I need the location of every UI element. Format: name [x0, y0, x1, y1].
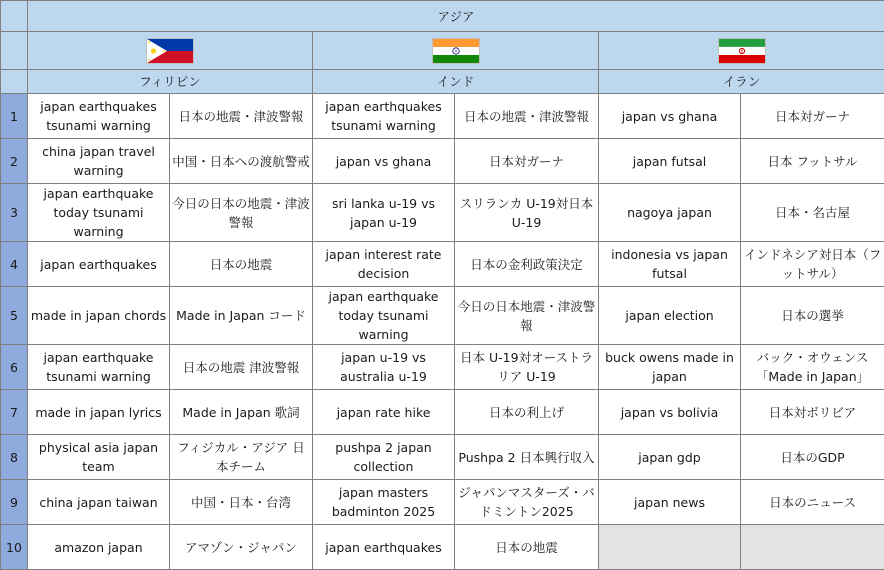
- keyword-english: japan earthquakes tsunami warning: [28, 94, 170, 139]
- keyword-japanese: 今日の日本の地震・津波警報: [170, 184, 313, 242]
- keyword-english: japan news: [599, 480, 741, 525]
- keyword-english: japan earthquake today tsunami warning: [28, 184, 170, 242]
- keyword-english: nagoya japan: [599, 184, 741, 242]
- keyword-japanese: 日本のニュース: [741, 480, 884, 525]
- keyword-japanese: インドネシア対日本（フットサル）: [741, 242, 884, 287]
- table-row: [1, 390, 884, 435]
- country-header: インド: [313, 70, 599, 94]
- table-row: [1, 94, 884, 139]
- table-row: [1, 184, 884, 242]
- corner-cell: [1, 1, 28, 32]
- keyword-english: indonesia vs japan futsal: [599, 242, 741, 287]
- keyword-japanese: 日本の地震・津波警報: [455, 94, 599, 139]
- keyword-japanese: アマゾン・ジャパン: [170, 525, 313, 570]
- keyword-english: china japan taiwan: [28, 480, 170, 525]
- keyword-english: japan election: [599, 287, 741, 345]
- flag-cell-iran: [599, 32, 884, 70]
- country-header: イラン: [599, 70, 884, 94]
- corner-cell: [1, 32, 28, 70]
- keyword-english: japan gdp: [599, 435, 741, 480]
- country-header: フィリピン: [28, 70, 313, 94]
- row-number: 5: [1, 287, 28, 345]
- row-number: 10: [1, 525, 28, 570]
- keyword-japanese: Made in Japan コード: [170, 287, 313, 345]
- keyword-japanese: Made in Japan 歌詞: [170, 390, 313, 435]
- keyword-english: japan masters badminton 2025: [313, 480, 455, 525]
- table-row: [1, 139, 884, 184]
- keyword-english: physical asia japan team: [28, 435, 170, 480]
- keyword-english: japan earthquakes tsunami warning: [313, 94, 455, 139]
- row-number: 8: [1, 435, 28, 480]
- keyword-japanese: 日本の利上げ: [455, 390, 599, 435]
- empty-cell: [599, 525, 741, 570]
- keyword-japanese: 日本の地震・津波警報: [170, 94, 313, 139]
- keyword-english: made in japan chords: [28, 287, 170, 345]
- keyword-japanese: 日本の地震 津波警報: [170, 345, 313, 390]
- row-number: 6: [1, 345, 28, 390]
- row-number: 1: [1, 94, 28, 139]
- keyword-english: japan rate hike: [313, 390, 455, 435]
- table-row: [1, 480, 884, 525]
- keyword-japanese: 日本対ボリビア: [741, 390, 884, 435]
- keyword-japanese: 日本の金利政策決定: [455, 242, 599, 287]
- keyword-english: japan vs ghana: [599, 94, 741, 139]
- keyword-japanese: 日本 U-19対オーストラリア U-19: [455, 345, 599, 390]
- keyword-english: japan earthquakes: [313, 525, 455, 570]
- table-row: [1, 435, 884, 480]
- keyword-english: japan vs bolivia: [599, 390, 741, 435]
- keyword-japanese: 日本の選挙: [741, 287, 884, 345]
- keyword-japanese: 日本対ガーナ: [741, 94, 884, 139]
- empty-cell: [741, 525, 884, 570]
- keyword-english: amazon japan: [28, 525, 170, 570]
- iran-flag-icon: [718, 38, 766, 64]
- keyword-english: japan vs ghana: [313, 139, 455, 184]
- keyword-japanese: Pushpa 2 日本興行収入: [455, 435, 599, 480]
- keyword-japanese: 中国・日本・台湾: [170, 480, 313, 525]
- keyword-japanese: 日本の地震: [170, 242, 313, 287]
- row-number: 9: [1, 480, 28, 525]
- table-row: [1, 345, 884, 390]
- keyword-english: japan earthquake tsunami warning: [28, 345, 170, 390]
- flag-cell-india: [313, 32, 599, 70]
- india-flag-icon: [432, 38, 480, 64]
- keyword-english: china japan travel warning: [28, 139, 170, 184]
- keyword-japanese: ジャパンマスターズ・バドミントン2025: [455, 480, 599, 525]
- flag-cell-philippines: [28, 32, 313, 70]
- row-number: 7: [1, 390, 28, 435]
- keyword-english: japan earthquakes: [28, 242, 170, 287]
- keyword-japanese: 日本 フットサル: [741, 139, 884, 184]
- keyword-japanese: 今日の日本地震・津波警報: [455, 287, 599, 345]
- table-row: [1, 242, 884, 287]
- keyword-english: japan earthquake today tsunami warning: [313, 287, 455, 345]
- keyword-japanese: 日本の地震: [455, 525, 599, 570]
- corner-cell: [1, 70, 28, 94]
- keyword-japanese: スリランカ U-19対日本 U-19: [455, 184, 599, 242]
- philippines-flag-icon: [146, 38, 194, 64]
- keyword-english: sri lanka u-19 vs japan u-19: [313, 184, 455, 242]
- keyword-japanese: 日本対ガーナ: [455, 139, 599, 184]
- keyword-english: japan futsal: [599, 139, 741, 184]
- keyword-english: japan u-19 vs australia u-19: [313, 345, 455, 390]
- row-number: 4: [1, 242, 28, 287]
- row-number: 3: [1, 184, 28, 242]
- keyword-japanese: 日本のGDP: [741, 435, 884, 480]
- region-header: アジア: [28, 1, 884, 32]
- row-number: 2: [1, 139, 28, 184]
- keyword-japanese: バック・オウェンス「Made in Japan」: [741, 345, 884, 390]
- keyword-english: made in japan lyrics: [28, 390, 170, 435]
- keyword-english: pushpa 2 japan collection: [313, 435, 455, 480]
- keyword-japanese: 中国・日本への渡航警戒: [170, 139, 313, 184]
- keyword-japanese: 日本・名古屋: [741, 184, 884, 242]
- keyword-english: japan interest rate decision: [313, 242, 455, 287]
- table-row: [1, 525, 884, 570]
- table-row: [1, 287, 884, 345]
- keyword-japanese: フィジカル・アジア 日本チーム: [170, 435, 313, 480]
- keyword-english: buck owens made in japan: [599, 345, 741, 390]
